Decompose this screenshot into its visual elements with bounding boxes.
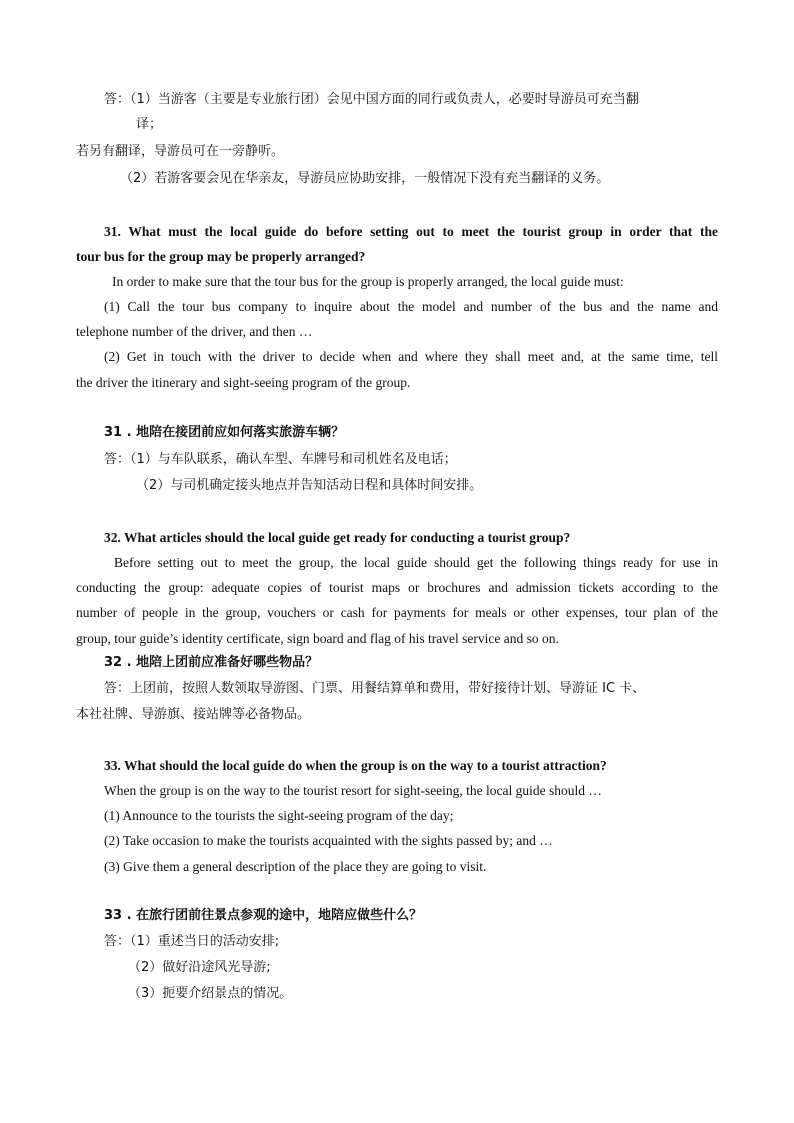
q33-en-title: 33. What should the local guide do when the group is on the way to a tourist attraction?	[104, 758, 607, 773]
q33-zh-answer-1: 答：（1）重述当日的活动安排;	[104, 934, 280, 949]
q32-zh-answer-line-1: 答：上团前，按照人数领取导游图、门票、用餐结算单和费用，带好接待计划、导游证 IC 卡、	[104, 681, 646, 696]
q31-en-title-line-2: tour bus for the group may be properly arranged?	[76, 249, 366, 264]
q32-en-line-1: Before setting out to meet the group, the local guide should get the following things ready for use in	[114, 555, 718, 570]
q33-en-item-1: (1) Announce to the tourists the sight-seeing program of the day;	[104, 808, 454, 823]
q32-en-line-2: conducting the group: adequate copies of tourist maps or brochures and admission tickets according to the	[76, 580, 718, 595]
q31-en-item-2-line-2: the driver the itinerary and sight-seeing program of the group.	[76, 375, 411, 390]
q32-en-line-3: number of people in the group, vouchers or cash for payments for meals or other expenses, tour plan of the	[76, 605, 718, 620]
q31-en-item-1-line-1: (1) Call the tour bus company to inquire about the model and number of the bus and the name and	[104, 299, 718, 314]
q32-zh-title: 32 . 地陪上团前应准备好哪些物品？	[104, 655, 319, 670]
answer-30-line-2: 译；	[136, 117, 163, 132]
q32-en-line-4: group, tour guide’s identity certificate, sign board and flag of his travel service and so on.	[76, 631, 559, 646]
q33-zh-answer-2: （2）做好沿途风光导游;	[128, 960, 271, 975]
q31-zh-title: 31 . 地陪在接团前应如何落实旅游车辆？	[104, 425, 345, 440]
q33-en-item-3: (3) Give them a general description of the place they are going to visit.	[104, 859, 487, 874]
q33-zh-title: 33 . 在旅行团前往景点参观的途中，地陪应做些什么？	[104, 908, 423, 923]
q31-en-title-line-1: 31. What must the local guide do before setting out to meet the tourist group in order that the	[104, 224, 718, 239]
answer-30-line-4: （2）若游客要会见在华亲友，导游员应协助安排，一般情况下没有充当翻译的义务。	[120, 171, 610, 186]
answer-30-line-1: 答：（1）当游客（主要是专业旅行团）会见中国方面的同行或负责人，必要时导游员可充当翻	[104, 92, 639, 107]
q32-en-title: 32. What articles should the local guide get ready for conducting a tourist group?	[104, 530, 571, 545]
q32-zh-answer-line-2: 本社社牌、导游旗、接站牌等必备物品。	[76, 707, 311, 722]
q31-en-item-2-line-1: (2) Get in touch with the driver to decide when and where they shall meet and, at the same time, tell	[104, 349, 718, 364]
q33-en-intro: When the group is on the way to the tourist resort for sight-seeing, the local guide should …	[104, 783, 602, 798]
q31-zh-answer-1: 答：（1）与车队联系，确认车型、车牌号和司机姓名及电话；	[104, 452, 457, 467]
q33-zh-answer-3: （3）扼要介绍景点的情况。	[128, 986, 293, 1001]
answer-30-line-3: 若另有翻译，导游员可在一旁静听。	[76, 144, 285, 159]
q31-en-item-1-line-2: telephone number of the driver, and then …	[76, 324, 313, 339]
q33-en-item-2: (2) Take occasion to make the tourists acquainted with the sights passed by; and …	[104, 833, 553, 848]
q31-zh-answer-2: （2）与司机确定接头地点并告知活动日程和具体时间安排。	[136, 478, 483, 493]
q31-en-intro: In order to make sure that the tour bus for the group is properly arranged, the local guide must:	[112, 274, 624, 289]
